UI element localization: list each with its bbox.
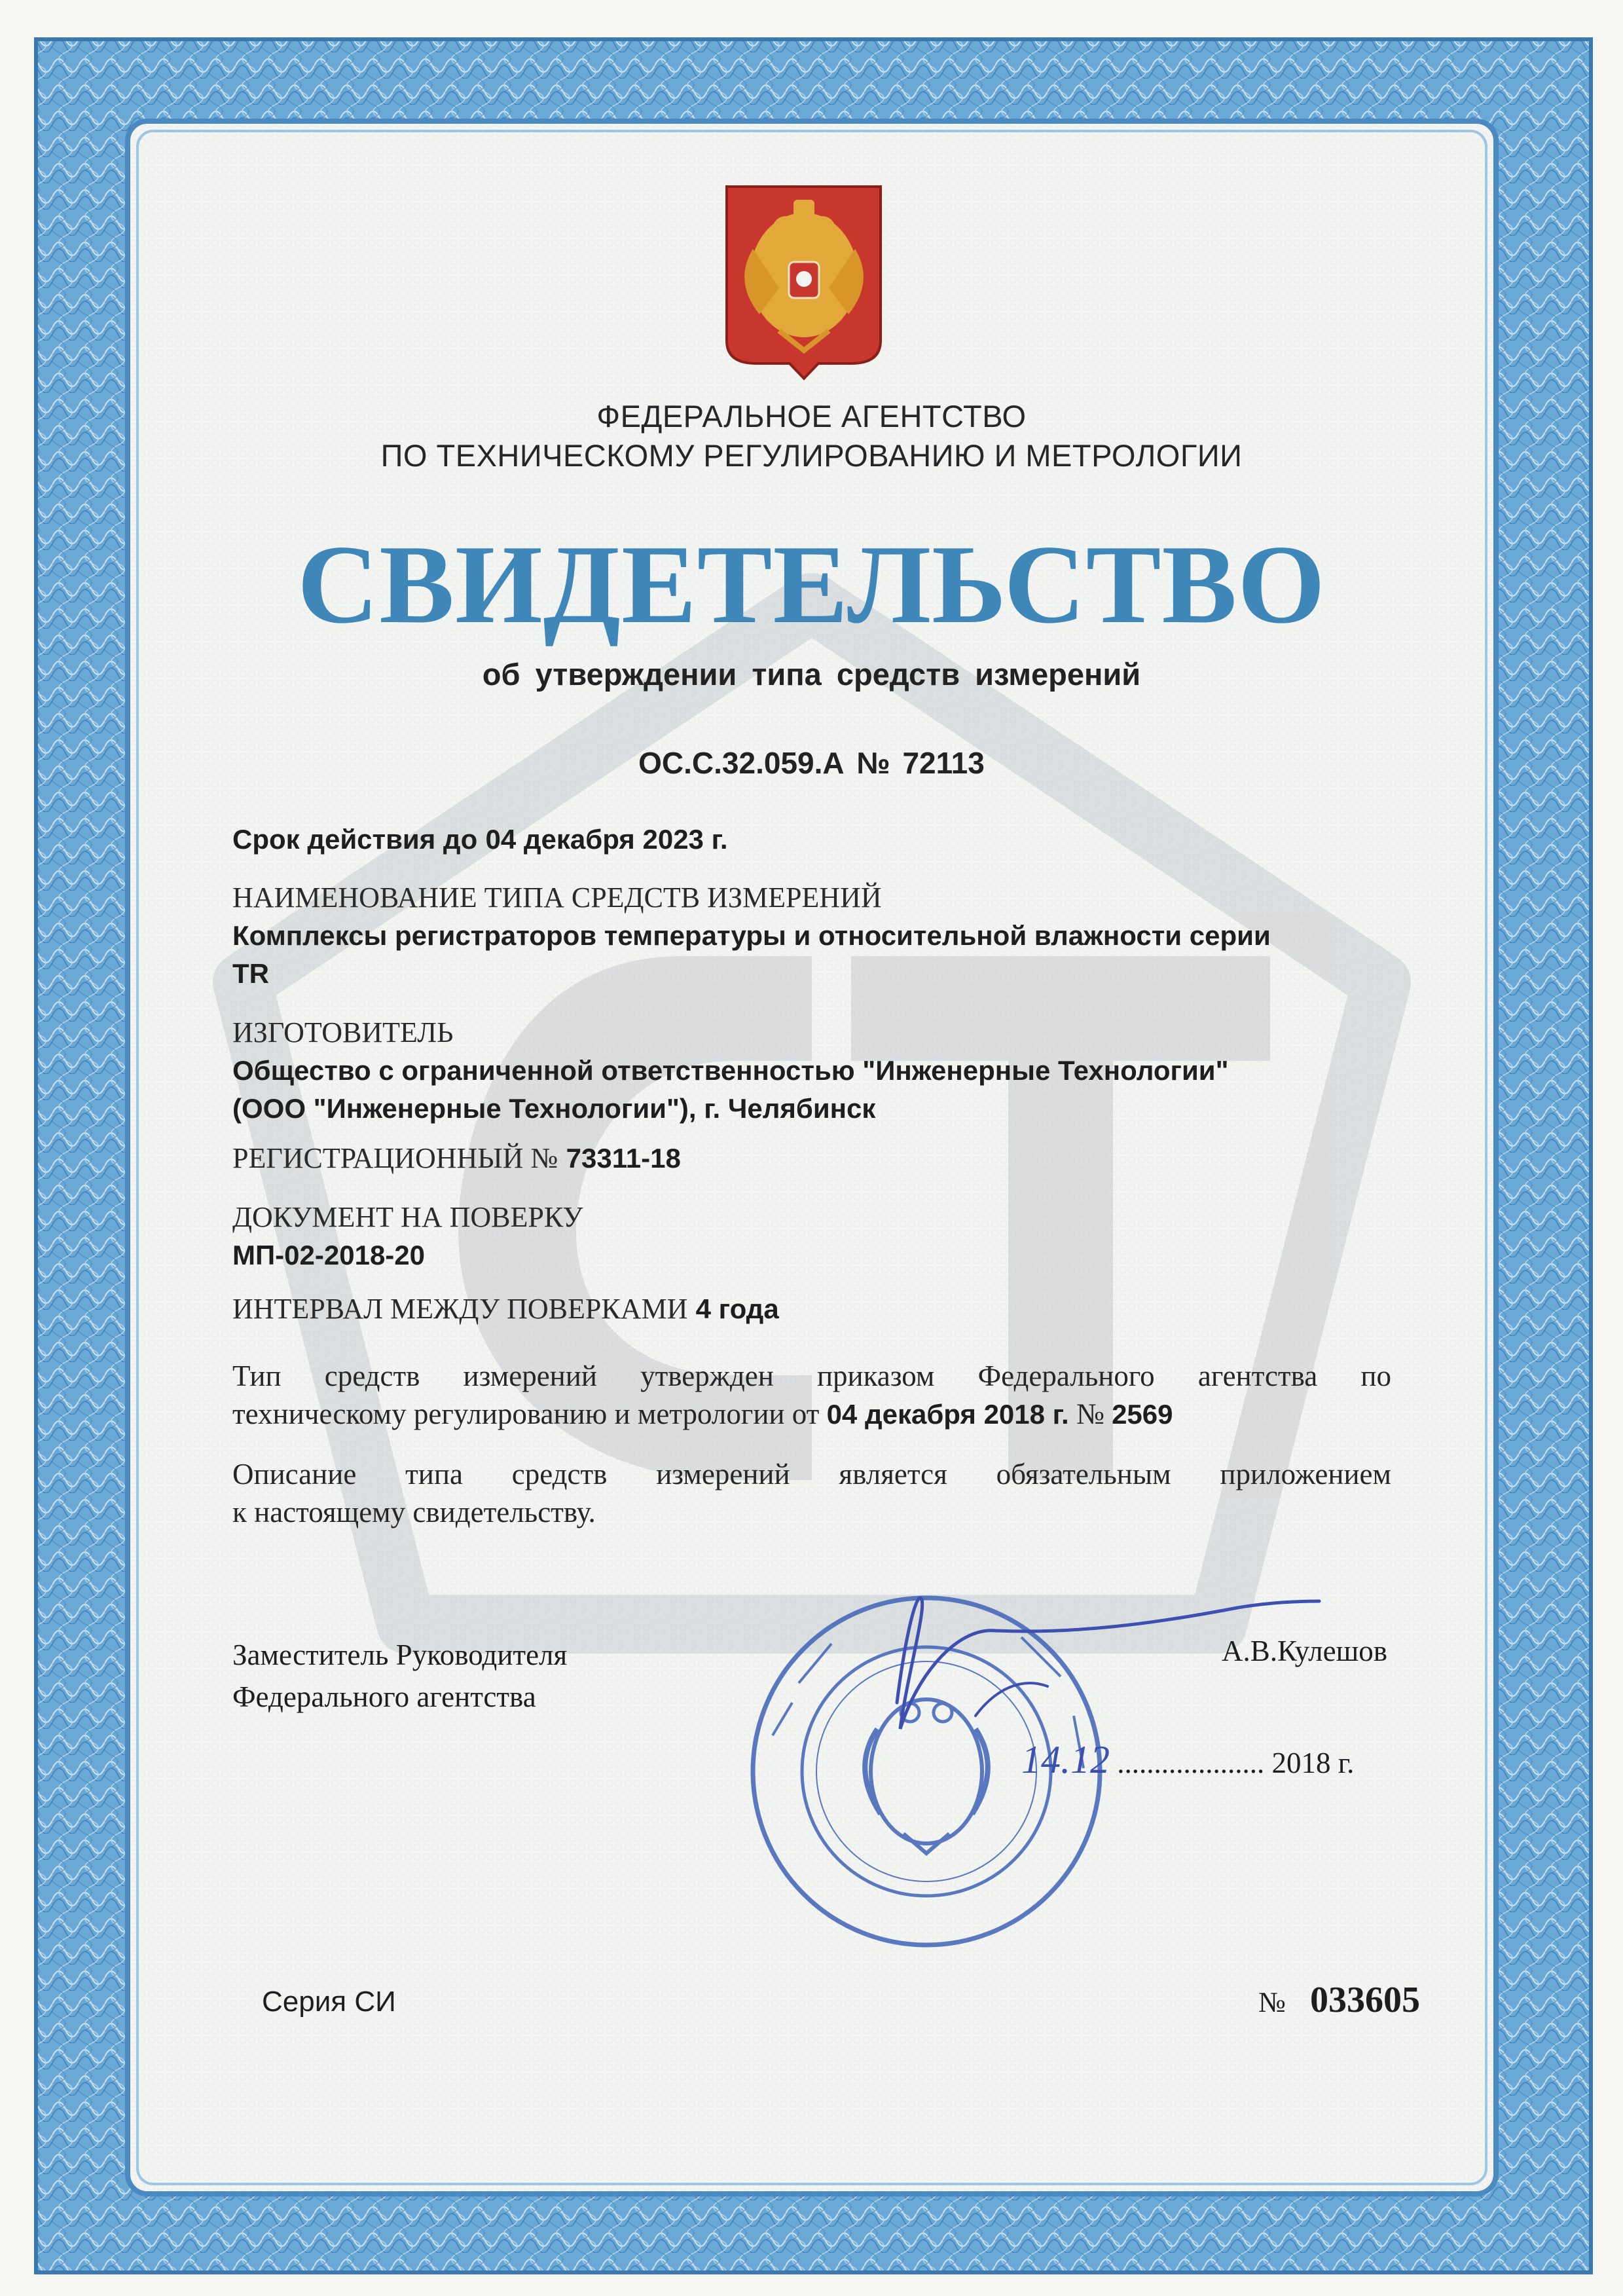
instrument-type-label: НАИМЕНОВАНИЕ ТИПА СРЕДСТВ ИЗМЕРЕНИЙ — [232, 881, 882, 914]
document-title: СВИДЕТЕЛЬСТВО — [297, 523, 1326, 647]
approval-order-no-sign: № — [1076, 1398, 1104, 1430]
approval-order-paragraph — [232, 1357, 1391, 1434]
agency-name-line2: ПО ТЕХНИЧЕСКОМУ РЕГУЛИРОВАНИЮ И МЕТРОЛОГИИ — [380, 438, 1243, 473]
manufacturer-line1: Общество с ограниченной ответственностью "Инженерные Технологии" — [232, 1055, 1229, 1086]
instrument-type-line2: TR — [232, 958, 269, 989]
signature-date-dots: .................... — [1117, 1747, 1265, 1779]
registration-label: РЕГИСТРАЦИОННЫЙ № — [232, 1142, 558, 1174]
document-subtitle: об утверждении типа средств измерений — [482, 657, 1141, 692]
validity-label: Срок действия до — [232, 824, 478, 855]
approval-order-line2 — [232, 1395, 1391, 1434]
manufacturer-label: ИЗГОТОВИТЕЛЬ — [232, 1016, 454, 1048]
signatory-name: А.В.Кулешов — [1222, 1635, 1387, 1667]
registration-value: 73311-18 — [566, 1143, 681, 1174]
serial-number-sign: № — [1258, 1986, 1286, 2018]
manufacturer-line2: (ООО "Инженерные Технологии"), г. Челябинск — [232, 1093, 876, 1124]
interval-label: ИНТЕРВАЛ МЕЖДУ ПОВЕРКАМИ — [232, 1293, 688, 1325]
instrument-type-block — [232, 879, 1391, 993]
approval-order-date: 04 декабря 2018 г. — [826, 1399, 1069, 1430]
approval-order-number: 2569 — [1112, 1399, 1173, 1430]
registration-row — [232, 1139, 1391, 1177]
description-line1: Описание типа средств измерений является обязательным приложением — [232, 1458, 1391, 1491]
interval-value: 4 года — [695, 1293, 779, 1324]
manufacturer-block — [232, 1014, 1391, 1128]
signature-date-year: 2018 г. — [1271, 1747, 1355, 1779]
coat-of-arms-icon — [727, 187, 881, 379]
verification-doc-block — [232, 1198, 1391, 1274]
series-label: Серия СИ — [262, 1986, 396, 2018]
agency-name-line1: ФЕДЕРАЛЬНОЕ АГЕНТСТВО — [596, 399, 1027, 434]
signatory-title — [232, 1634, 567, 1718]
certificate-number: ОС.С.32.059.А № 72113 — [638, 746, 985, 780]
signature-date-handwritten: 14.12 — [1021, 1738, 1110, 1781]
signatory-title-line2: Федерального агентства — [232, 1680, 536, 1713]
instrument-type-line1: Комплексы регистраторов температуры и относительной влажности серии — [232, 920, 1271, 951]
validity-value: 04 декабря 2023 г. — [485, 824, 728, 855]
signature-date — [1021, 1737, 1362, 1783]
approval-order-prefix: техническому регулированию и метрологии от — [232, 1398, 820, 1430]
signatory-title-line1: Заместитель Руководителя — [232, 1639, 568, 1671]
approval-order-line1: Тип средств измерений утвержден приказом Федерального агентства по — [232, 1360, 1391, 1392]
verification-doc-value: МП-02-2018-20 — [232, 1240, 425, 1270]
serial-number — [1258, 1979, 1420, 2021]
serial-number-value: 033605 — [1310, 1980, 1420, 2020]
description-line2: к настоящему свидетельству. — [232, 1496, 596, 1528]
verification-doc-label: ДОКУМЕНТ НА ПОВЕРКУ — [232, 1201, 583, 1233]
validity-row — [232, 821, 1391, 859]
description-paragraph — [232, 1455, 1391, 1531]
interval-row — [232, 1290, 1391, 1328]
